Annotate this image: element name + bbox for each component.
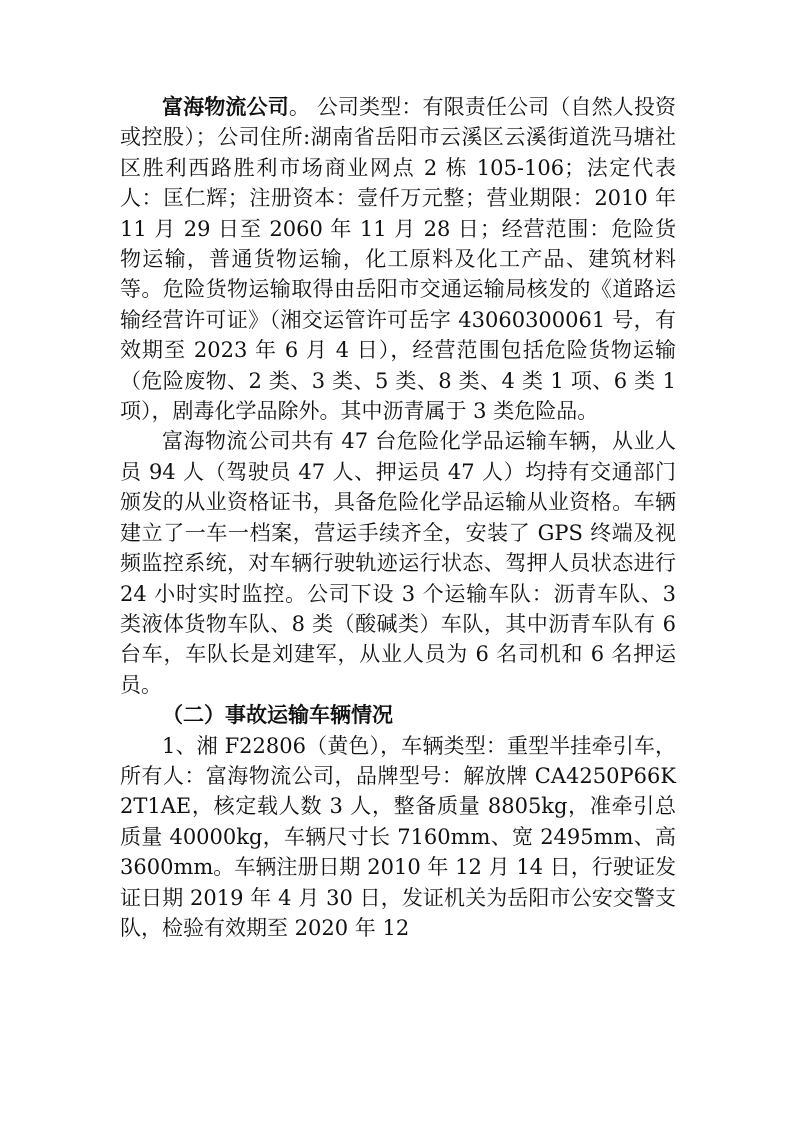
document-page — [120, 92, 676, 943]
section-heading-vehicle-info: （二）事故运输车辆情况 — [162, 703, 393, 728]
paragraph-company-profile — [120, 92, 676, 426]
company-name: 富海物流公司 — [162, 95, 289, 119]
paragraph-vehicle-details: 1、湘 F22806（黄色），车辆类型：重型半挂牵引车，所有人：富海物流公司，品牌型号：解放牌 CA4250P66K2T1AE，核定载人数 3 人，整备质量 8805kg，准牵引总质量 40000kg，车辆尺寸长 7160mm、宽 2495mm、高 3600mm。车辆注册日期 2010 年 12 月 14 日，行驶证发证日期 2019 年 4 月 30 日，发证机关为岳阳市公安交警支队，检验有效期至 2020 年 12 — [120, 733, 676, 940]
paragraph-fleet-overview: 富海物流公司共有 47 台危险化学品运输车辆，从业人员 94 人（驾驶员 47 人、押运员 47 人）均持有交通部门颁发的从业资格证书，具备危险化学品运输从业资格。车辆建立了一车一档案，营运手续齐全，安装了 GPS 终端及视频监控系统，对车辆行驶轨迹运行状态、驾押人员状态进行 24 小时实时监控。公司下设 3 个运输车队：沥青车队、3 类液体货物车队、8 类（酸碱类）车队，其中沥青车队有 6 台车，车队长是刘建军，从业人员为 6 名司机和 6 名押运员。 — [120, 429, 676, 697]
company-profile-text: 。 公司类型：有限责任公司（自然人投资或控股）；公司住所:湖南省岳阳市云溪区云溪街道洗马塘社区胜利西路胜利市场商业网点 2 栋 105-106；法定代表人：匡仁辉；注册资本：壹仟万元整；营业期限：2010 年 11 月 29 日至 2060 年 11 月 28 日；经营范围：危险货物运输，普通货物运输，化工原料及化工产品、建筑材料等。危险货物运输取得由岳阳市交通运输局核发的《道路运输经营许可证》（湘交运管许可岳字 43060300061 号，有效期至 2023 年 6 月 4 日），经营范围包括危险货物运输（危险废物、2 类、3 类、5 类、8 类、4 类 1 项、6 类 1 项），剧毒化学品除外。其中沥青属于 3 类危险品。 — [120, 95, 676, 424]
